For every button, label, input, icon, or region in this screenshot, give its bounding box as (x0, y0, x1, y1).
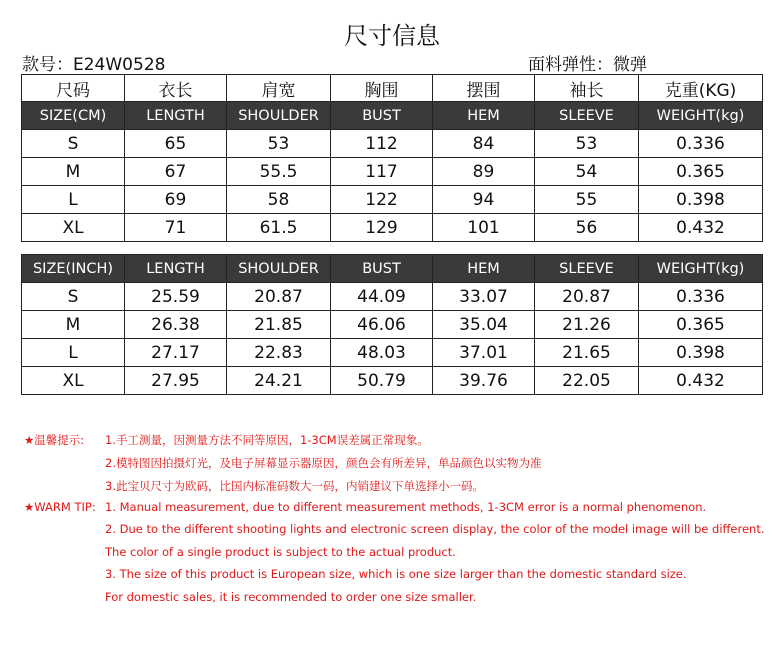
tips-en-label: ★WARM TIP: (24, 500, 96, 514)
table-cell: XL (22, 214, 125, 242)
table-cell: 21.26 (535, 311, 639, 339)
header-cell: SIZE(CM) (22, 102, 125, 130)
table-cell: 122 (331, 186, 433, 214)
table-cell: L (22, 339, 125, 367)
table-row (22, 283, 763, 311)
table-cell: 44.09 (331, 283, 433, 311)
table-cell: 117 (331, 158, 433, 186)
table-cell: 53 (227, 130, 331, 158)
tip-line: 1.手工测量，因测量方法不同等原因，1-3CM误差属正常现象。 (105, 433, 429, 447)
table-cell: 84 (433, 130, 535, 158)
table-cell: 112 (331, 130, 433, 158)
table-row (22, 339, 763, 367)
table-cell: 20.87 (535, 283, 639, 311)
header-cell: WEIGHT(kg) (639, 102, 763, 130)
header-cell: SLEEVE (535, 102, 639, 130)
table-cell: 0.336 (639, 283, 763, 311)
header-cell: SHOULDER (227, 102, 331, 130)
table-cell: S (22, 130, 125, 158)
tips-cn-label: ★温馨提示: (24, 433, 85, 447)
table-cell: 50.79 (331, 367, 433, 395)
header-cell: LENGTH (125, 255, 227, 283)
fabric-elasticity: 面料弹性：微弹 (528, 55, 647, 75)
english-header-row (22, 255, 763, 283)
table-cell: 24.21 (227, 367, 331, 395)
table-cell: 25.59 (125, 283, 227, 311)
table-cell: L (22, 186, 125, 214)
header-cell: 肩宽 (227, 75, 331, 102)
table-cell: 129 (331, 214, 433, 242)
style-number: 款号：E24W0528 (22, 55, 166, 75)
tip-line: The color of a single product is subject to the actual product. (105, 545, 456, 559)
table-cell: 61.5 (227, 214, 331, 242)
header-cell: 胸围 (331, 75, 433, 102)
header-cell: WEIGHT(kg) (639, 255, 763, 283)
table-cell: 55 (535, 186, 639, 214)
table-cell: 65 (125, 130, 227, 158)
table-cell: 54 (535, 158, 639, 186)
page-title: 尺寸信息 (344, 22, 440, 50)
table-row (22, 367, 763, 395)
table-cell: M (22, 311, 125, 339)
table-cell: 48.03 (331, 339, 433, 367)
table-cell: 0.398 (639, 186, 763, 214)
table-cell: 69 (125, 186, 227, 214)
header-cell: BUST (331, 255, 433, 283)
table-cell: 20.87 (227, 283, 331, 311)
table-cell: 37.01 (433, 339, 535, 367)
table-cell: 55.5 (227, 158, 331, 186)
table-cell: M (22, 158, 125, 186)
table-cell: 89 (433, 158, 535, 186)
table-row (22, 130, 763, 158)
english-header-row (22, 102, 763, 130)
header-cell: HEM (433, 102, 535, 130)
table-cell: 0.432 (639, 214, 763, 242)
table-row (22, 214, 763, 242)
table-cell: 67 (125, 158, 227, 186)
chinese-header-row (22, 75, 763, 102)
table-cell: 33.07 (433, 283, 535, 311)
table-cell: 58 (227, 186, 331, 214)
size-table-inch (21, 254, 763, 395)
header-cell: 克重(KG) (639, 75, 763, 102)
tip-line: For domestic sales, it is recommended to order one size smaller. (105, 590, 477, 604)
tip-line: 3. The size of this product is European size, which is one size larger than the domestic standard size. (105, 567, 687, 581)
tip-line: 1. Manual measurement, due to different measurement methods, 1-3CM error is a normal phenomenon. (105, 500, 707, 514)
table-cell: 26.38 (125, 311, 227, 339)
header-cell: SLEEVE (535, 255, 639, 283)
header-cell: 袖长 (535, 75, 639, 102)
header-cell: 摆围 (433, 75, 535, 102)
table-cell: 22.05 (535, 367, 639, 395)
table-cell: 39.76 (433, 367, 535, 395)
table-cell: 27.17 (125, 339, 227, 367)
header-cell: HEM (433, 255, 535, 283)
tip-line: 2. Due to the different shooting lights and electronic screen display, the color of the model image will be different. (105, 522, 765, 536)
table-row (22, 158, 763, 186)
tip-line: 3.此宝贝尺寸为欧码，比国内标准码数大一码，内销建议下单选择小一码。 (105, 479, 484, 493)
table-cell: 0.336 (639, 130, 763, 158)
header-cell: BUST (331, 102, 433, 130)
table-cell: 35.04 (433, 311, 535, 339)
table-cell: 0.365 (639, 311, 763, 339)
table-cell: 27.95 (125, 367, 227, 395)
table-cell: 0.398 (639, 339, 763, 367)
table-cell: 46.06 (331, 311, 433, 339)
table-cell: 21.85 (227, 311, 331, 339)
tip-line: 2.模特图因拍摄灯光，及电子屏幕显示器原因，颜色会有所差异，单品颜色以实物为准 (105, 456, 542, 470)
header-cell: 尺码 (22, 75, 125, 102)
header-cell: 衣长 (125, 75, 227, 102)
table-cell: XL (22, 367, 125, 395)
table-cell: 22.83 (227, 339, 331, 367)
header-cell: SHOULDER (227, 255, 331, 283)
header-cell: LENGTH (125, 102, 227, 130)
table-cell: 0.432 (639, 367, 763, 395)
header-cell: SIZE(INCH) (22, 255, 125, 283)
table-cell: 0.365 (639, 158, 763, 186)
table-cell: 53 (535, 130, 639, 158)
table-cell: 21.65 (535, 339, 639, 367)
table-row (22, 311, 763, 339)
table-row (22, 186, 763, 214)
size-table-cm (21, 74, 763, 242)
table-cell: 94 (433, 186, 535, 214)
table-cell: 56 (535, 214, 639, 242)
table-cell: 71 (125, 214, 227, 242)
table-cell: S (22, 283, 125, 311)
table-cell: 101 (433, 214, 535, 242)
